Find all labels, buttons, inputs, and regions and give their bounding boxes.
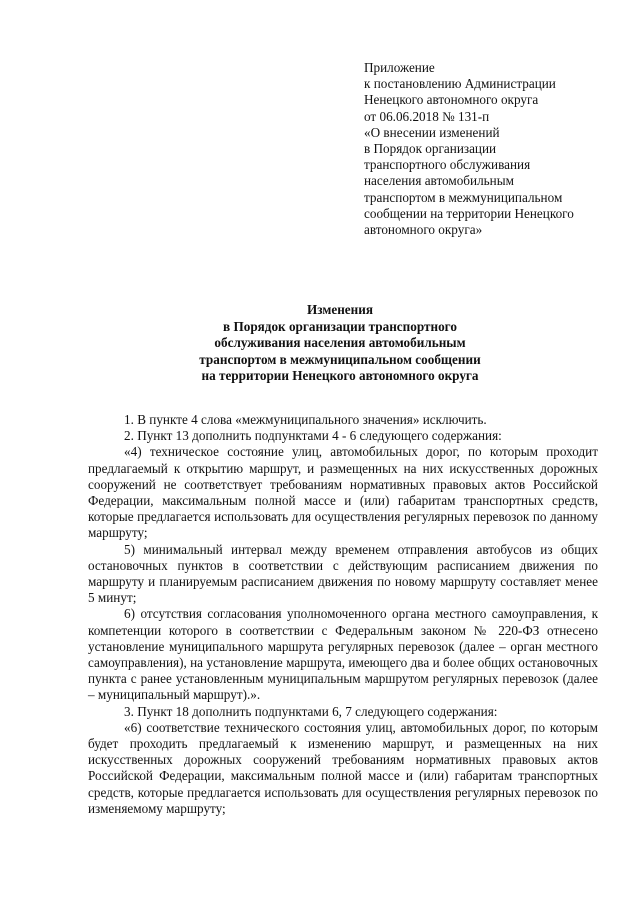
body-paragraph-subitem-6-new: «6) соответствие технического состояния улиц, автомобильных дорог, по которым будет проходить предлагаемый к изменению маршрут, и размещенных на них искусственных дорожных сооружений требованиям нормативных правовых актов Российской Федерации, максимальным полной массе и (или) габаритам транспортных средств, которые предлагается использовать для осуществления регулярных перевозок по изменяемому маршруту; xyxy=(88,719,598,816)
appendix-line: автономного округа» xyxy=(364,222,483,238)
appendix-line: транспортного обслуживания xyxy=(364,157,531,173)
appendix-line: «О внесении изменений xyxy=(364,124,500,140)
appendix-block xyxy=(364,60,624,238)
appendix-line: сообщении на территории Ненецкого xyxy=(364,205,574,221)
title-line: в Порядок организации транспортного xyxy=(223,318,457,334)
body-paragraph-item-3: 3. Пункт 18 дополнить подпунктами 6, 7 следующего содержания: xyxy=(124,703,498,719)
body-paragraph-subitem-6: 6) отсутствия согласования уполномоченного органа местного самоуправления, к компетенции которого в соответствии с Федеральным законом № 220-ФЗ отнесено установление муниципального маршрута регулярных перевозок (далее – орган местного самоуправления), на установление маршрута, имеющего два и более общих остановочных пункта с ранее установленным муниципальным маршрутом регулярных перевозок (далее – муниципальный маршрут).». xyxy=(88,606,598,703)
title-line: на территории Ненецкого автономного округа xyxy=(201,368,479,383)
appendix-line: от 06.06.2018 № 131-п xyxy=(364,108,490,124)
body-paragraph-subitem-4: «4) техническое состояние улиц, автомобильных дорог, по которым проходит предлагаемый к открытию маршрут, и размещенных на них искусственных дорожных сооружений не соответствует требованиям нормативных правовых актов Российской Федерации, максимальным полной массе и (или) габаритам транспортных средств, которые предлагается использовать для осуществления регулярных перевозок по данному маршруту; xyxy=(88,444,598,541)
appendix-line: Приложение xyxy=(364,60,435,75)
appendix-line: транспортом в межмуниципальном xyxy=(364,189,563,205)
appendix-line: населения автомобильным xyxy=(364,173,514,189)
body-paragraph-item-2: 2. Пункт 13 дополнить подпунктами 4 - 6 следующего содержания: xyxy=(124,428,502,444)
document-body xyxy=(88,412,598,817)
appendix-line: в Порядок организации xyxy=(364,141,497,157)
title-line: транспортом в межмуниципальном сообщении xyxy=(199,351,481,367)
appendix-line: к постановлению Администрации xyxy=(364,76,556,92)
body-paragraph-subitem-5: 5) минимальный интервал между временем отправления автобусов из общих остановочных пунктов в соответствии с действующим расписанием движения по маршруту и планируемым расписанием движения по новому маршруту составляет менее 5 минут; xyxy=(88,541,598,606)
title-line: Изменения xyxy=(307,302,373,317)
title-line: обслуживания населения автомобильным xyxy=(214,335,466,350)
body-paragraph-item-1: 1. В пункте 4 слова «межмуниципального значения» исключить. xyxy=(124,412,487,427)
appendix-line: Ненецкого автономного округа xyxy=(364,92,539,108)
document-title xyxy=(60,302,620,385)
